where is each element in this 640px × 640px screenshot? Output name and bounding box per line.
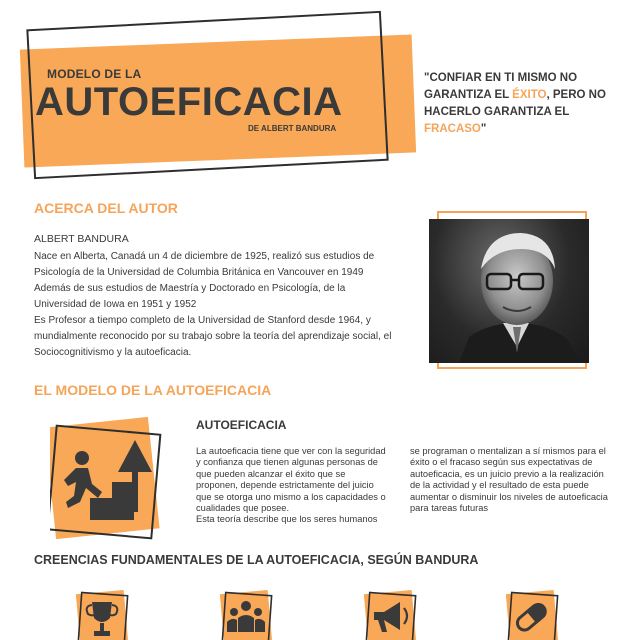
author-name: ALBERT BANDURA <box>34 233 129 245</box>
quote-part-2: , PERO NO HACERLO GARANTIZA EL <box>424 89 606 118</box>
quote <box>424 70 624 138</box>
model-heading: EL MODELO DE LA AUTOEFICACIA <box>34 382 272 398</box>
group-icon <box>218 588 274 640</box>
model-text-col-2 <box>410 446 610 514</box>
quote-part-3: " <box>480 123 487 135</box>
model-text-col-1 <box>196 446 388 526</box>
self-efficacy-icon <box>50 412 162 540</box>
author-portrait-icon <box>429 219 589 363</box>
author-photo <box>429 219 589 363</box>
pill-icon <box>504 588 560 640</box>
page-title: AUTOEFICACIA <box>35 80 343 124</box>
page-subtitle: DE ALBERT BANDURA <box>248 124 337 133</box>
about-heading: ACERCA DEL AUTOR <box>34 200 178 216</box>
quote-highlight-exito: ÉXITO <box>512 89 547 101</box>
bio-line: Es Profesor a tiempo completo de la Universidad de Stanford desde 1964, y mundialmente reconocido por su trabajo sobre la teoría del aprendizaje social, el Sociocognitivismo y la autoeficacia. <box>34 315 392 358</box>
model-paragraph: se programan o mentalizan a sí mismos para el éxito o el fracaso según sus expectativas de autoeficacia, es un juicio previo a la realización de la actividad y el resultado de esta puede aumentar o disminuir los niveles de autoeficacia para tareas futuras <box>410 446 608 514</box>
trophy-icon <box>74 588 130 640</box>
author-bio <box>34 249 399 361</box>
bio-line: Nace en Alberta, Canadá un 4 de diciembre de 1925, realizó sus estudios de Psicología de la Universidad de Columbia Británica en Vancouver en 1949 <box>34 251 375 278</box>
beliefs-heading: CREENCIAS FUNDAMENTALES DE LA AUTOEFICACIA, SEGÚN BANDURA <box>34 553 479 567</box>
quote-part-1: "CONFIAR EN TI MISMO NO GARANTIZA EL <box>424 72 578 101</box>
model-paragraph: La autoeficacia tiene que ver con la seguridad y confianza que tienen algunas personas de que pueden alcanzar el éxito que se proponen, depende estrictamente del juicio que se otorga uno mismo a los capacidades o cualidades que posee. <box>196 446 386 514</box>
quote-highlight-fracaso: FRACASO <box>424 123 481 135</box>
model-paragraph: Esta teoría describe que los seres humanos <box>196 514 378 525</box>
pre-title: MODELO DE LA <box>47 67 142 81</box>
model-title: AUTOEFICACIA <box>196 418 287 432</box>
bio-line: Además de sus estudios de Maestría y Doctorado en Psicología, de la Universidad de Iowa en 1951 y 1952 <box>34 283 346 310</box>
megaphone-icon <box>362 588 418 640</box>
